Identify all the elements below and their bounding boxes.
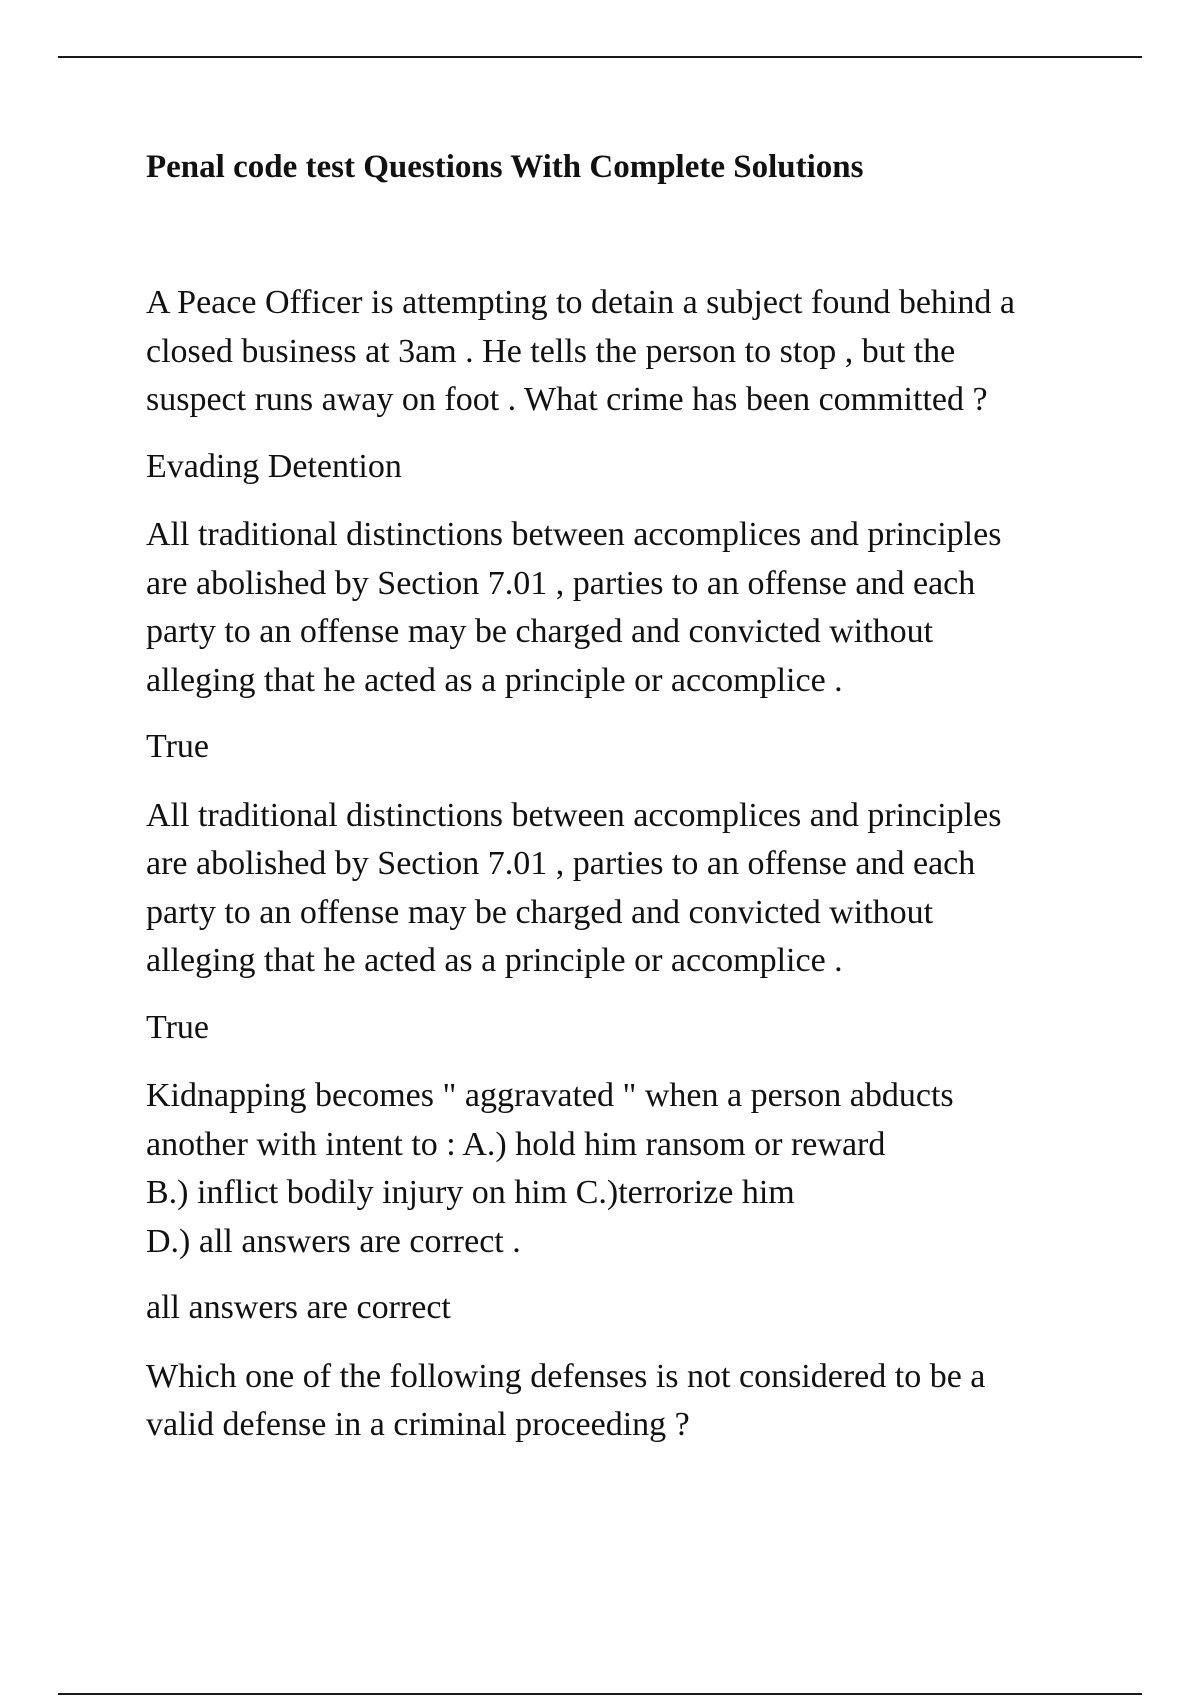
qa-item <box>146 792 1106 1053</box>
question-line: D.) all answers are correct . <box>146 1222 521 1260</box>
question-line: party to an offense may be charged and convicted without <box>146 613 934 650</box>
question-text <box>146 511 1106 705</box>
answer-text: True <box>146 728 209 765</box>
question-line: A Peace Officer is attempting to detain a subject found behind a <box>146 284 1015 321</box>
bottom-divider <box>58 1693 1142 1695</box>
qa-item <box>146 279 1106 491</box>
question-line: are abolished by Section 7.01 , parties to an offense and each <box>146 564 976 602</box>
question-line: Which one of the following defenses is not considered to be a <box>146 1357 986 1395</box>
question-line: are abolished by Section 7.01 , parties to an offense and each <box>146 845 976 882</box>
qa-item <box>146 1353 1106 1450</box>
question-line: suspect runs away on foot . What crime has been committed ? <box>146 381 988 418</box>
question-line: All traditional distinctions between accomplices and principles <box>146 796 1002 834</box>
question-line: alleging that he acted as a principle or accomplice . <box>146 942 843 979</box>
top-divider <box>58 56 1142 58</box>
question-line: valid defense in a criminal proceeding ? <box>146 1406 690 1443</box>
question-line: All traditional distinctions between accomplices and principles <box>146 516 1002 553</box>
question-line: B.) inflict bodily injury on him C.)terrorize him <box>146 1174 795 1211</box>
question-line: another with intent to : A.) hold him ransom or reward <box>146 1125 886 1163</box>
question-text <box>146 1353 1106 1450</box>
question-line: closed business at 3am . He tells the person to stop , but the <box>146 332 956 370</box>
answer-text: all answers are correct <box>146 1289 451 1326</box>
answer-text: True <box>146 1008 209 1046</box>
question-text <box>146 279 1106 425</box>
question-line: Kidnapping becomes " aggravated " when a person abducts <box>146 1077 954 1114</box>
qa-item <box>146 1072 1106 1333</box>
question-text <box>146 1072 1106 1266</box>
question-line: alleging that he acted as a principle or accomplice . <box>146 661 843 699</box>
answer-text: Evading Detention <box>146 447 402 485</box>
qa-list <box>146 279 1106 1450</box>
question-text <box>146 792 1106 986</box>
document-title: Penal code test Questions With Complete Solutions <box>146 149 864 185</box>
qa-item <box>146 511 1106 772</box>
question-line: party to an offense may be charged and convicted without <box>146 893 934 931</box>
